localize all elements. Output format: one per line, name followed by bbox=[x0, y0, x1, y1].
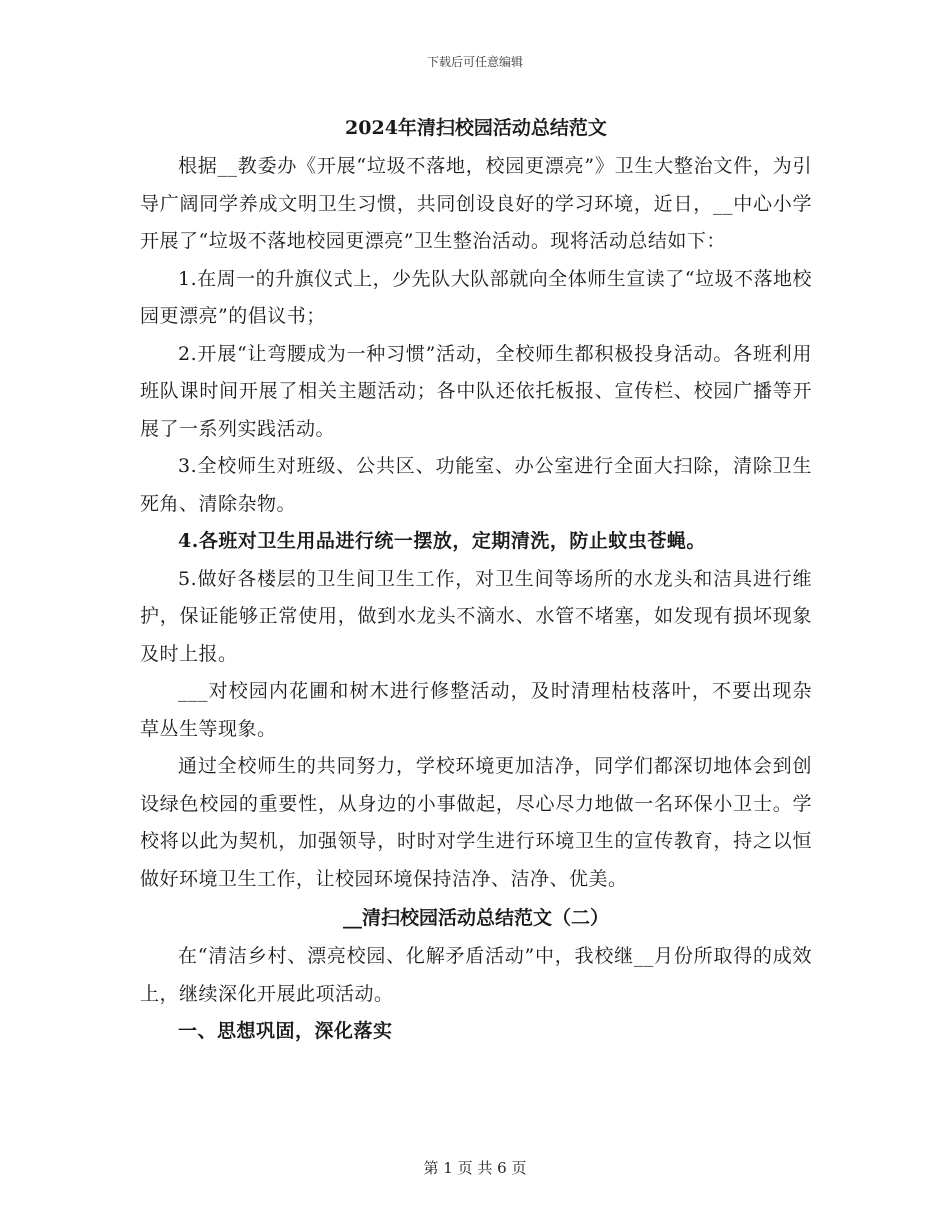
paragraph-item-6: ___对校园内花圃和树木进行修整活动，及时清理枯枝落叶，不要出现杂草丛生等现象。 bbox=[140, 680, 812, 740]
page-footer: 第 1 页 共 6 页 bbox=[423, 1159, 527, 1177]
section-heading-1: 一、思想巩固，深化落实 bbox=[178, 1020, 393, 1042]
document-body bbox=[140, 108, 812, 1051]
paragraph-item-1: 1.在周一的升旗仪式上，少先队大队部就向全体师生宣读了“垃圾不落地校园更漂亮”的倡议书； bbox=[140, 267, 812, 327]
paragraph-item-3: 3.全校师生对班级、公共区、功能室、办公室进行全面大扫除，清除卫生死角、清除杂物。 bbox=[140, 455, 812, 515]
paragraph-section2-intro: 在“清洁乡村、漂亮校园、化解矛盾活动”中，我校继__月份所取得的成效上，继续深化开展此项活动。 bbox=[140, 945, 812, 1005]
paragraph-item-5: 5.做好各楼层的卫生间卫生工作，对卫生间等场所的水龙头和洁具进行维护，保证能够正常使用，做到水龙头不滴水、水管不堵塞，如发现有损坏现象及时上报。 bbox=[140, 567, 812, 665]
section-title-2: __清扫校园活动总结范文（二） bbox=[342, 907, 609, 929]
document-title: 2024年清扫校园活动总结范文 bbox=[345, 117, 607, 139]
paragraph-item-4: 4.各班对卫生用品进行统一摆放，定期清洗，防止蚊虫苍蝇。 bbox=[178, 530, 706, 552]
paragraph-conclusion: 通过全校师生的共同努力，学校环境更加洁净，同学们都深切地体会到创设绿色校园的重要性，从身边的小事做起，尽心尽力地做一名环保小卫士。学校将以此为契机，加强领导，时时对学生进行环境卫生的宣传教育，持之以恒做好环境卫生工作，让校园环境保持洁净、洁净、优美。 bbox=[140, 755, 812, 890]
paragraph-intro: 根据__教委办《开展“垃圾不落地，校园更漂亮”》卫生大整治文件，为引导广阔同学养成文明卫生习惯，共同创设良好的学习环境，近日，__中心小学开展了“垃圾不落地校园更漂亮”卫生整治活动。现将活动总结如下： bbox=[140, 155, 812, 252]
header-note: 下载后可任意编辑 bbox=[426, 55, 523, 69]
paragraph-item-2: 2.开展“让弯腰成为一种习惯”活动，全校师生都积极投身活动。各班利用班队课时间开展了相关主题活动；各中队还依托板报、宣传栏、校园广播等开展了一系列实践活动。 bbox=[140, 342, 812, 440]
